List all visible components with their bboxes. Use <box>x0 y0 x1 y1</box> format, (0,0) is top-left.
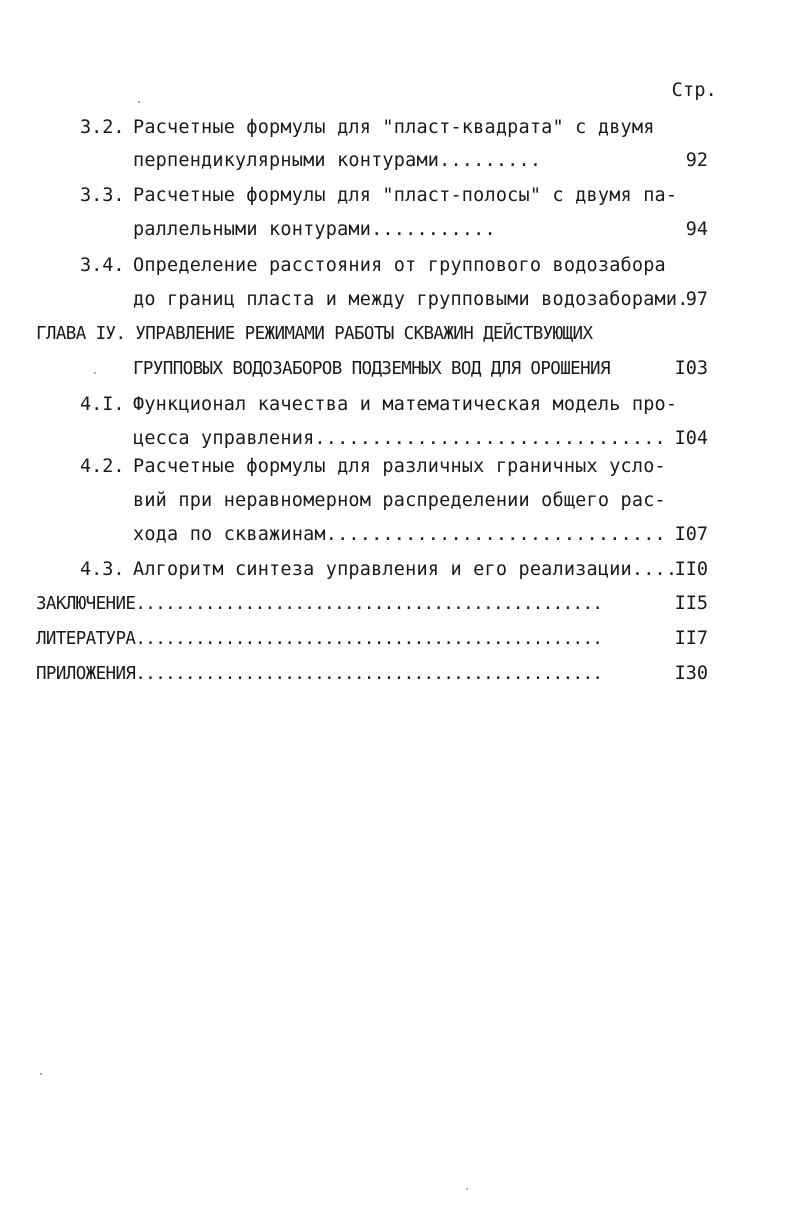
page-number-3-4: 97 <box>685 289 708 310</box>
section-title-3-3-line2: раллельными контурами........... <box>133 219 496 240</box>
page-number-chapter-4: I03 <box>674 358 708 379</box>
section-number-3-2: 3.2. <box>80 117 125 138</box>
section-title-3-4-line2: до границ пласта и между групповыми водозаборами. <box>133 289 689 310</box>
section-number-4-3: 4.3. <box>80 559 125 580</box>
appendices-entry: ПРИЛОЖЕНИЯ............................................... <box>36 664 603 684</box>
page-number-3-2: 92 <box>685 150 708 171</box>
literature-entry: ЛИТЕРАТУРА............................................... <box>36 629 603 649</box>
section-title-3-4-line1: Определение расстояния от группового водозабора <box>133 255 666 276</box>
section-title-4-2-line2: вий при неравномерном распределении общего рас- <box>133 490 666 511</box>
scan-speck <box>40 1073 42 1075</box>
page-column-label: Стр. <box>671 80 717 101</box>
section-title-3-3-line1: Расчетные формулы для "пласт-полосы" с двумя па- <box>133 185 678 206</box>
page-number-3-3: 94 <box>685 219 708 240</box>
page-number-4-1: I04 <box>674 428 708 449</box>
page-number-literature: II7 <box>674 628 708 649</box>
section-title-3-2-line1: Расчетные формулы для "пласт-квадрата" с двумя <box>133 117 655 138</box>
scan-speck <box>138 101 140 103</box>
scan-speck <box>466 1188 468 1190</box>
section-title-3-2-line2: перпендикулярными контурами......... <box>133 150 542 171</box>
page-number-conclusion: II5 <box>674 593 708 614</box>
scan-speck <box>94 372 96 374</box>
section-number-3-3: 3.3. <box>80 185 125 206</box>
section-title-4-1-line1: Функционал качества и математическая модель про- <box>133 394 678 415</box>
section-number-4-2: 4.2. <box>80 456 125 477</box>
section-title-4-1-line2: цесса управления............................... <box>133 428 666 449</box>
chapter-4-title-line2: ГРУППОВЫХ ВОДОЗАБОРОВ ПОДЗЕМНЫХ ВОД ДЛЯ ОРОШЕНИЯ <box>133 359 610 379</box>
page-number-appendices: I30 <box>674 663 708 684</box>
section-number-3-4: 3.4. <box>80 255 125 276</box>
page-number-4-3: II0 <box>674 559 708 580</box>
section-title-4-3: Алгоритм синтеза управления и его реализации.... <box>133 559 678 580</box>
section-title-4-2-line1: Расчетные формулы для различных граничных усло- <box>133 456 666 477</box>
section-title-4-2-line3: хода по скважинам.............................. <box>133 524 666 545</box>
page-number-4-2: I07 <box>674 524 708 545</box>
chapter-4-title-line1: ГЛАВА IУ. УПРАВЛЕНИЕ РЕЖИМАМИ РАБОТЫ СКВАЖИН ДЕЙСТВУЮЩИХ <box>36 324 593 344</box>
section-number-4-1: 4.I. <box>80 394 125 415</box>
conclusion-entry: ЗАКЛЮЧЕНИЕ............................................... <box>36 594 603 614</box>
